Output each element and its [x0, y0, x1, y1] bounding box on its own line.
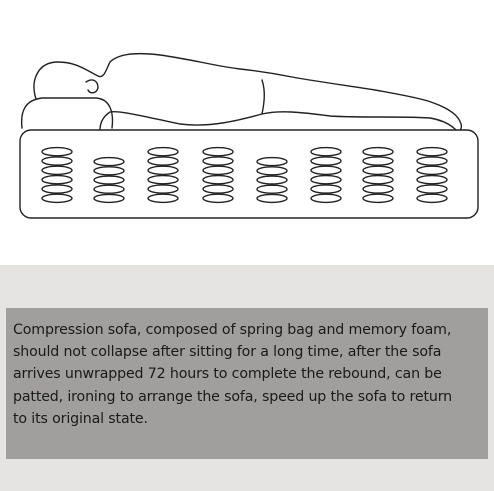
springs-group: [42, 148, 447, 203]
spring-coil-icon: [42, 148, 72, 203]
spring-loop: [94, 185, 124, 193]
spring-loop: [42, 194, 72, 202]
spring-loop: [203, 157, 233, 165]
spring-loop: [363, 148, 393, 156]
spring-loop: [203, 166, 233, 174]
spring-loop: [311, 148, 341, 156]
person-lower-outline: [100, 112, 456, 130]
spring-loop: [363, 166, 393, 174]
mattress-outline: [20, 130, 478, 218]
spring-loop: [417, 185, 447, 193]
spring-loop: [42, 166, 72, 174]
spring-loop: [363, 194, 393, 202]
spring-loop: [148, 185, 178, 193]
spring-loop: [363, 176, 393, 184]
spring-loop: [257, 194, 287, 202]
spring-loop: [203, 185, 233, 193]
spring-coil-icon: [417, 148, 447, 203]
spring-loop: [148, 194, 178, 202]
ear-detail: [86, 80, 98, 93]
spring-loop: [311, 166, 341, 174]
arm-line: [262, 80, 264, 114]
spring-loop: [42, 185, 72, 193]
caption-text: Compression sofa, composed of spring bag and memory foam, should not collapse after sitting for a long time, after the sofa arrives unwrapped 72 hours to complete the rebound, can be patted, ironing to arrange the sofa, speed up the sofa to return to its original state.: [13, 322, 453, 427]
spring-loop: [94, 158, 124, 166]
spring-coil-icon: [203, 148, 233, 203]
spring-coil-icon: [94, 158, 124, 203]
spring-coil-icon: [311, 148, 341, 203]
spring-loop: [417, 194, 447, 202]
spring-loop: [417, 148, 447, 156]
spring-loop: [257, 176, 287, 184]
spring-loop: [417, 157, 447, 165]
caption-band: [0, 265, 494, 491]
spring-coil-icon: [257, 158, 287, 203]
spring-loop: [363, 185, 393, 193]
person-upper-outline: [34, 54, 461, 130]
spring-coil-icon: [363, 148, 393, 203]
spring-loop: [257, 158, 287, 166]
spring-loop: [42, 176, 72, 184]
spring-loop: [203, 176, 233, 184]
spring-loop: [42, 148, 72, 156]
spring-loop: [257, 185, 287, 193]
spring-loop: [148, 176, 178, 184]
spring-loop: [311, 176, 341, 184]
spring-loop: [42, 157, 72, 165]
spring-loop: [203, 194, 233, 202]
spring-loop: [148, 157, 178, 165]
spring-loop: [363, 157, 393, 165]
pillow-shape: [22, 98, 113, 128]
spring-loop: [257, 167, 287, 175]
spring-loop: [203, 148, 233, 156]
spring-loop: [417, 166, 447, 174]
spring-loop: [148, 148, 178, 156]
caption-box: [6, 308, 488, 459]
spring-coil-icon: [148, 148, 178, 203]
spring-loop: [94, 176, 124, 184]
spring-loop: [311, 157, 341, 165]
spring-loop: [311, 185, 341, 193]
spring-loop: [311, 194, 341, 202]
spring-loop: [94, 167, 124, 175]
spring-loop: [417, 176, 447, 184]
spring-loop: [94, 194, 124, 202]
spring-loop: [148, 166, 178, 174]
